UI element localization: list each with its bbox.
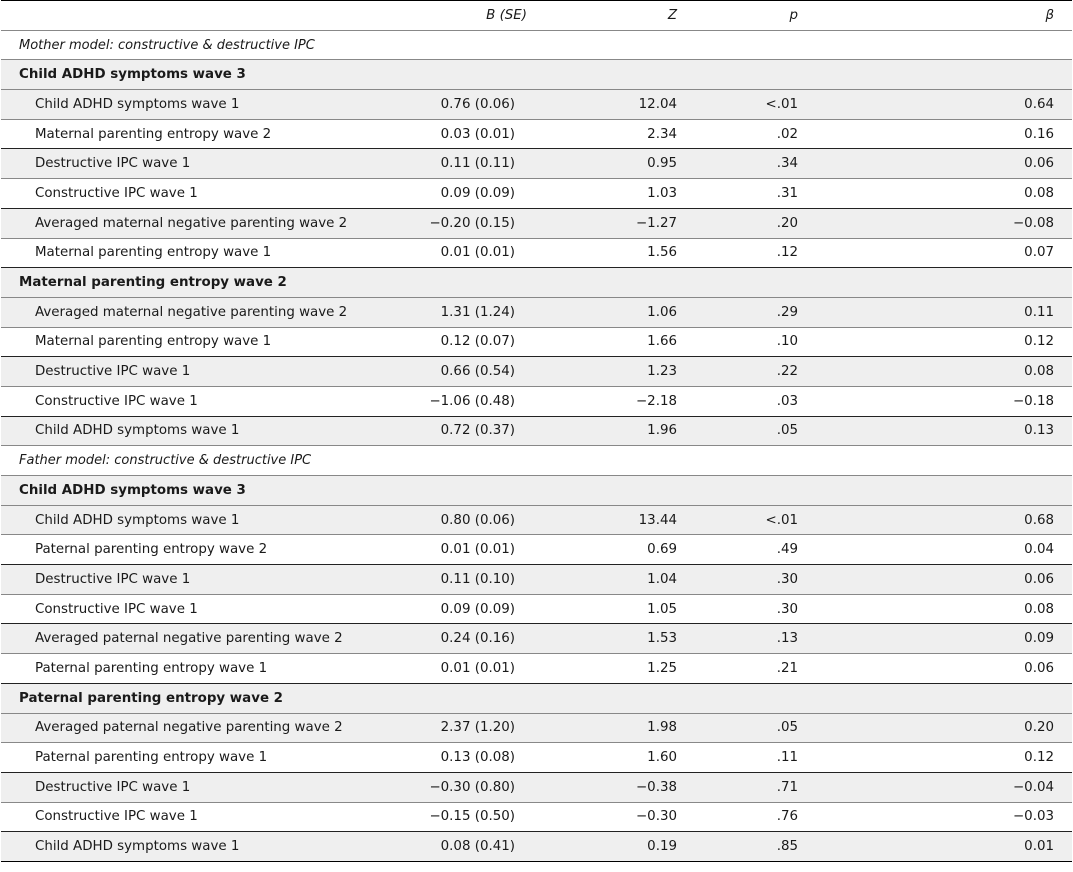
table-header <box>1 1 1072 31</box>
header-b-se: B (SE) <box>382 1 547 31</box>
cell-p: .76 <box>719 802 886 832</box>
cell-b-se: 0.76 (0.06) <box>382 90 547 120</box>
predictor-label: Maternal parenting entropy wave 1 <box>1 327 382 357</box>
table-row <box>1 743 1072 773</box>
predictor-label: Averaged maternal negative parenting wave 2 <box>1 208 382 238</box>
predictor-label: Maternal parenting entropy wave 1 <box>1 238 382 268</box>
cell-b-se: 0.03 (0.01) <box>382 119 547 149</box>
predictor-label: Child ADHD symptoms wave 1 <box>1 832 382 862</box>
cell-z: 1.23 <box>547 357 719 387</box>
cell-b-se: 0.11 (0.10) <box>382 565 547 595</box>
table-row <box>1 327 1072 357</box>
model-heading-row <box>1 30 1072 60</box>
predictor-label: Constructive IPC wave 1 <box>1 179 382 209</box>
cell-z: 1.96 <box>547 416 719 446</box>
predictor-label: Constructive IPC wave 1 <box>1 594 382 624</box>
table-row <box>1 297 1072 327</box>
table-row <box>1 565 1072 595</box>
cell-z: 2.34 <box>547 119 719 149</box>
cell-z: 1.60 <box>547 743 719 773</box>
table-row <box>1 357 1072 387</box>
table-row <box>1 90 1072 120</box>
cell-z: 0.69 <box>547 535 719 565</box>
cell-p: .29 <box>719 297 886 327</box>
cell-p: .11 <box>719 743 886 773</box>
predictor-label: Constructive IPC wave 1 <box>1 386 382 416</box>
cell-beta: 0.68 <box>886 505 1072 535</box>
cell-p: .34 <box>719 149 886 179</box>
cell-b-se: 0.66 (0.54) <box>382 357 547 387</box>
header-z: Z <box>547 1 719 31</box>
cell-p: .20 <box>719 208 886 238</box>
cell-beta: 0.08 <box>886 594 1072 624</box>
table-row <box>1 386 1072 416</box>
cell-beta: 0.16 <box>886 119 1072 149</box>
cell-beta: 0.07 <box>886 238 1072 268</box>
cell-z: 13.44 <box>547 505 719 535</box>
cell-beta: 0.12 <box>886 743 1072 773</box>
outcome-heading-row <box>1 476 1072 506</box>
cell-z: −0.38 <box>547 772 719 802</box>
results-table <box>1 0 1072 862</box>
table-row <box>1 713 1072 743</box>
cell-z: 1.53 <box>547 624 719 654</box>
predictor-label: Paternal parenting entropy wave 1 <box>1 743 382 773</box>
outcome-heading-row <box>1 60 1072 90</box>
cell-z: 1.25 <box>547 654 719 684</box>
model-heading: Father model: constructive & destructive IPC <box>1 446 1072 476</box>
outcome-heading: Child ADHD symptoms wave 3 <box>1 60 1072 90</box>
cell-b-se: 0.09 (0.09) <box>382 179 547 209</box>
cell-z: 1.98 <box>547 713 719 743</box>
cell-beta: 0.06 <box>886 565 1072 595</box>
cell-p: .05 <box>719 416 886 446</box>
cell-p: <.01 <box>719 505 886 535</box>
cell-beta: −0.08 <box>886 208 1072 238</box>
cell-beta: 0.09 <box>886 624 1072 654</box>
table-row <box>1 416 1072 446</box>
table-row <box>1 772 1072 802</box>
cell-b-se: 0.11 (0.11) <box>382 149 547 179</box>
cell-beta: 0.13 <box>886 416 1072 446</box>
table-body <box>1 30 1072 861</box>
predictor-label: Paternal parenting entropy wave 1 <box>1 654 382 684</box>
cell-p: .13 <box>719 624 886 654</box>
predictor-label: Destructive IPC wave 1 <box>1 149 382 179</box>
cell-z: 1.03 <box>547 179 719 209</box>
cell-beta: 0.08 <box>886 357 1072 387</box>
cell-b-se: −0.15 (0.50) <box>382 802 547 832</box>
cell-z: −2.18 <box>547 386 719 416</box>
cell-beta: 0.06 <box>886 654 1072 684</box>
cell-z: 12.04 <box>547 90 719 120</box>
cell-p: .71 <box>719 772 886 802</box>
cell-beta: 0.04 <box>886 535 1072 565</box>
predictor-label: Child ADHD symptoms wave 1 <box>1 505 382 535</box>
cell-p: .22 <box>719 357 886 387</box>
predictor-label: Averaged paternal negative parenting wave 2 <box>1 624 382 654</box>
predictor-label: Child ADHD symptoms wave 1 <box>1 416 382 446</box>
cell-p: .21 <box>719 654 886 684</box>
cell-b-se: 1.31 (1.24) <box>382 297 547 327</box>
outcome-heading-row <box>1 268 1072 298</box>
cell-z: 1.06 <box>547 297 719 327</box>
cell-b-se: 0.08 (0.41) <box>382 832 547 862</box>
cell-beta: 0.06 <box>886 149 1072 179</box>
cell-beta: 0.20 <box>886 713 1072 743</box>
cell-z: 1.05 <box>547 594 719 624</box>
cell-z: −1.27 <box>547 208 719 238</box>
table-row <box>1 832 1072 862</box>
cell-beta: 0.64 <box>886 90 1072 120</box>
cell-b-se: 0.72 (0.37) <box>382 416 547 446</box>
table-row <box>1 505 1072 535</box>
cell-beta: −0.03 <box>886 802 1072 832</box>
cell-b-se: −0.30 (0.80) <box>382 772 547 802</box>
cell-beta: 0.08 <box>886 179 1072 209</box>
header-beta: β <box>886 1 1072 31</box>
table-row <box>1 624 1072 654</box>
model-heading: Mother model: constructive & destructive IPC <box>1 30 1072 60</box>
outcome-heading: Maternal parenting entropy wave 2 <box>1 268 1072 298</box>
table-row <box>1 654 1072 684</box>
cell-b-se: 0.12 (0.07) <box>382 327 547 357</box>
predictor-label: Paternal parenting entropy wave 2 <box>1 535 382 565</box>
cell-b-se: −1.06 (0.48) <box>382 386 547 416</box>
cell-beta: 0.01 <box>886 832 1072 862</box>
model-heading-row <box>1 446 1072 476</box>
table-row <box>1 179 1072 209</box>
cell-b-se: 0.80 (0.06) <box>382 505 547 535</box>
table-row <box>1 208 1072 238</box>
table-row <box>1 149 1072 179</box>
cell-p: .85 <box>719 832 886 862</box>
cell-p: .12 <box>719 238 886 268</box>
cell-z: 1.66 <box>547 327 719 357</box>
predictor-label: Averaged paternal negative parenting wave 2 <box>1 713 382 743</box>
cell-beta: −0.18 <box>886 386 1072 416</box>
cell-p: .02 <box>719 119 886 149</box>
outcome-heading: Paternal parenting entropy wave 2 <box>1 683 1072 713</box>
cell-b-se: 0.01 (0.01) <box>382 535 547 565</box>
cell-p: .49 <box>719 535 886 565</box>
cell-b-se: 2.37 (1.20) <box>382 713 547 743</box>
cell-beta: 0.11 <box>886 297 1072 327</box>
header-row <box>1 1 1072 31</box>
predictor-label: Constructive IPC wave 1 <box>1 802 382 832</box>
cell-z: 1.56 <box>547 238 719 268</box>
cell-b-se: 0.09 (0.09) <box>382 594 547 624</box>
predictor-label: Child ADHD symptoms wave 1 <box>1 90 382 120</box>
cell-beta: −0.04 <box>886 772 1072 802</box>
table-row <box>1 119 1072 149</box>
cell-z: 0.19 <box>547 832 719 862</box>
cell-p: .31 <box>719 179 886 209</box>
cell-z: 1.04 <box>547 565 719 595</box>
cell-p: .30 <box>719 565 886 595</box>
predictor-label: Destructive IPC wave 1 <box>1 357 382 387</box>
table-row <box>1 535 1072 565</box>
outcome-heading: Child ADHD symptoms wave 3 <box>1 476 1072 506</box>
cell-beta: 0.12 <box>886 327 1072 357</box>
table-row <box>1 802 1072 832</box>
cell-b-se: 0.13 (0.08) <box>382 743 547 773</box>
predictor-label: Destructive IPC wave 1 <box>1 772 382 802</box>
cell-b-se: −0.20 (0.15) <box>382 208 547 238</box>
cell-b-se: 0.24 (0.16) <box>382 624 547 654</box>
cell-b-se: 0.01 (0.01) <box>382 654 547 684</box>
cell-z: −0.30 <box>547 802 719 832</box>
cell-z: 0.95 <box>547 149 719 179</box>
table-row <box>1 238 1072 268</box>
predictor-label: Averaged maternal negative parenting wave 2 <box>1 297 382 327</box>
cell-p: .10 <box>719 327 886 357</box>
header-p: p <box>719 1 886 31</box>
cell-p: <.01 <box>719 90 886 120</box>
header-label <box>1 1 382 31</box>
predictor-label: Maternal parenting entropy wave 2 <box>1 119 382 149</box>
cell-p: .03 <box>719 386 886 416</box>
predictor-label: Destructive IPC wave 1 <box>1 565 382 595</box>
cell-b-se: 0.01 (0.01) <box>382 238 547 268</box>
cell-p: .30 <box>719 594 886 624</box>
outcome-heading-row <box>1 683 1072 713</box>
cell-p: .05 <box>719 713 886 743</box>
table-row <box>1 594 1072 624</box>
